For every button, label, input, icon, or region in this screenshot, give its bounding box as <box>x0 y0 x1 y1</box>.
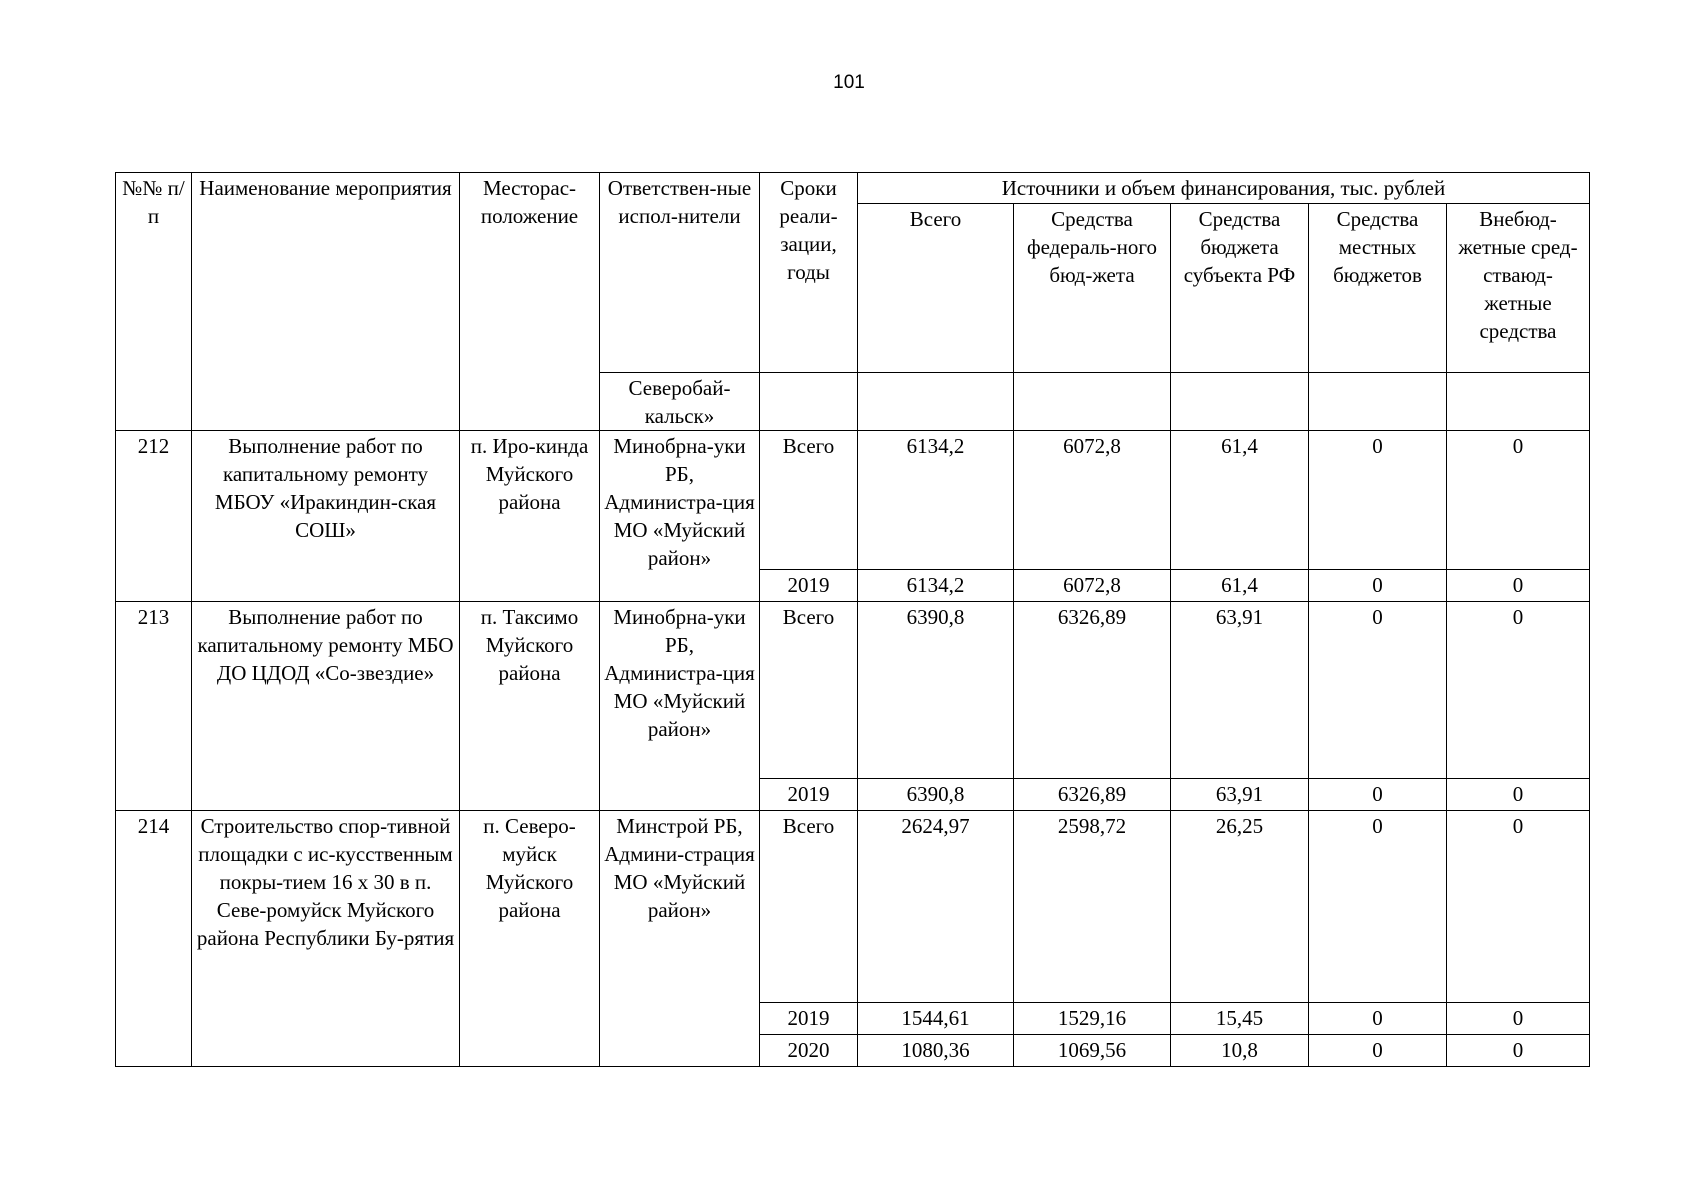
row-local: 0 <box>1309 570 1447 602</box>
row-subject: 63,91 <box>1171 602 1309 779</box>
row-period: 2019 <box>760 570 858 602</box>
row-responsible: Минстрой РБ, Админи-страция МО «Муйский район» <box>600 811 760 1067</box>
row-subject: 15,45 <box>1171 1003 1309 1035</box>
row-subject: 10,8 <box>1171 1035 1309 1067</box>
row-period: 2020 <box>760 1035 858 1067</box>
row-period: Всего <box>760 431 858 570</box>
row-local: 0 <box>1309 779 1447 811</box>
row-local: 0 <box>1309 1035 1447 1067</box>
continuation-empty <box>760 373 858 431</box>
row-federal: 1069,56 <box>1014 1035 1171 1067</box>
row-num: 214 <box>116 811 192 1067</box>
header-local: Средства местных бюджетов <box>1309 204 1447 373</box>
row-total: 2624,97 <box>858 811 1014 1003</box>
financing-table <box>115 172 1590 1067</box>
header-total: Всего <box>858 204 1014 373</box>
row-subject: 63,91 <box>1171 779 1309 811</box>
continuation-empty <box>1014 373 1171 431</box>
header-row-1 <box>116 173 1590 204</box>
row-responsible: Минобрна-уки РБ, Администра-ция МО «Муйский район» <box>600 602 760 811</box>
row-extra: 0 <box>1447 779 1590 811</box>
row-location: п. Иро-кинда Муйского района <box>460 431 600 602</box>
header-period: Сроки реали-зации, годы <box>760 173 858 373</box>
table-row <box>116 811 1590 1003</box>
header-subject: Средства бюджета субъекта РФ <box>1171 204 1309 373</box>
row-federal: 6326,89 <box>1014 602 1171 779</box>
row-name: Строительство спор-тивной площадки с ис-кусственным покры-тием 16 х 30 в п. Севе-ромуйск Муйского района Республики Бу-рятия <box>192 811 460 1067</box>
header-name: Наименование мероприятия <box>192 173 460 431</box>
row-extra: 0 <box>1447 1035 1590 1067</box>
continuation-empty <box>1447 373 1590 431</box>
row-subject: 61,4 <box>1171 431 1309 570</box>
row-total: 6390,8 <box>858 779 1014 811</box>
row-federal: 2598,72 <box>1014 811 1171 1003</box>
row-local: 0 <box>1309 602 1447 779</box>
row-local: 0 <box>1309 431 1447 570</box>
continuation-empty <box>858 373 1014 431</box>
row-name: Выполнение работ по капитальному ремонту МБОУ «Иракиндин-ская СОШ» <box>192 431 460 602</box>
row-period: Всего <box>760 811 858 1003</box>
continuation-empty <box>1171 373 1309 431</box>
row-extra: 0 <box>1447 431 1590 570</box>
row-local: 0 <box>1309 1003 1447 1035</box>
row-total: 1080,36 <box>858 1035 1014 1067</box>
header-federal: Средства федераль-ного бюд-жета <box>1014 204 1171 373</box>
row-extra: 0 <box>1447 602 1590 779</box>
row-period: Всего <box>760 602 858 779</box>
row-location: п. Таксимо Муйского района <box>460 602 600 811</box>
row-num: 213 <box>116 602 192 811</box>
row-federal: 6072,8 <box>1014 570 1171 602</box>
header-responsible: Ответствен-ные испол-нители <box>600 173 760 373</box>
row-location: п. Северо-муйск Муйского района <box>460 811 600 1067</box>
table-row <box>116 602 1590 779</box>
row-name: Выполнение работ по капитальному ремонту МБО ДО ЦДОД «Со-звездие» <box>192 602 460 811</box>
row-total: 1544,61 <box>858 1003 1014 1035</box>
row-subject: 26,25 <box>1171 811 1309 1003</box>
row-period: 2019 <box>760 1003 858 1035</box>
row-total: 6134,2 <box>858 570 1014 602</box>
row-extra: 0 <box>1447 1003 1590 1035</box>
continuation-responsible: Северобай-кальск» <box>600 373 760 431</box>
row-federal: 1529,16 <box>1014 1003 1171 1035</box>
row-federal: 6072,8 <box>1014 431 1171 570</box>
page-number: 101 <box>833 72 865 93</box>
row-num: 212 <box>116 431 192 602</box>
row-federal: 6326,89 <box>1014 779 1171 811</box>
row-extra: 0 <box>1447 811 1590 1003</box>
header-sources: Источники и объем финансирования, тыс. рублей <box>858 173 1590 204</box>
row-total: 6390,8 <box>858 602 1014 779</box>
row-responsible: Минобрна-уки РБ, Администра-ция МО «Муйский район» <box>600 431 760 602</box>
table-row <box>116 431 1590 570</box>
header-location: Месторас-положение <box>460 173 600 431</box>
header-num: №№ п/п <box>116 173 192 431</box>
header-extra: Внебюд-жетные сред-стваюд-жетные средства <box>1447 204 1590 373</box>
continuation-empty <box>1309 373 1447 431</box>
row-extra: 0 <box>1447 570 1590 602</box>
row-total: 6134,2 <box>858 431 1014 570</box>
row-period: 2019 <box>760 779 858 811</box>
row-subject: 61,4 <box>1171 570 1309 602</box>
row-local: 0 <box>1309 811 1447 1003</box>
